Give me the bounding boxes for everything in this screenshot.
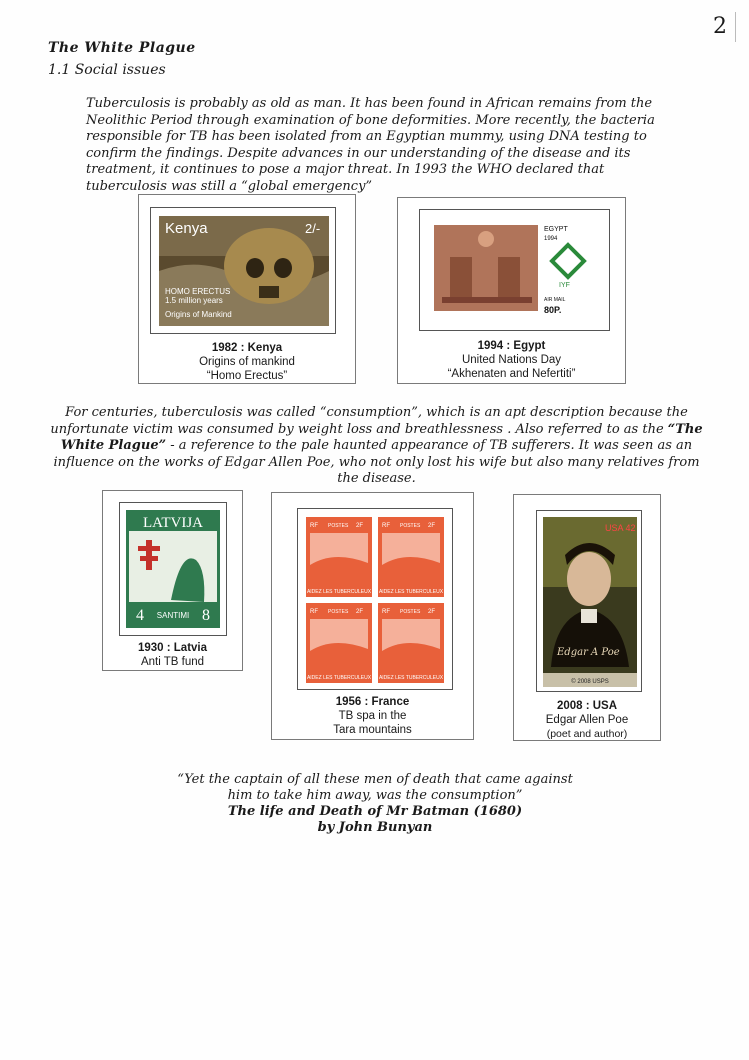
svg-text:2F: 2F [428,523,436,529]
stamp-mount-egypt [419,209,610,331]
caption-line: Tara mountains [333,724,412,736]
svg-text:POSTES: POSTES [328,523,349,529]
france-stamp [378,517,444,597]
svg-text:AIDEZ LES TUBERCULEUX: AIDEZ LES TUBERCULEUX [378,589,444,595]
kenya-country-text: Kenya [165,220,208,237]
stamp-mount-france [297,508,453,690]
quote-source: The life and Death of Mr Batman (1680) [227,804,523,819]
caption-line: TB spa in the [338,710,407,722]
section-heading: 1.1 Social issues [48,62,166,78]
stamp-card-france [271,492,474,740]
caption-line: “Akhenaten and Nefertiti” [447,368,576,380]
stamp-card-usa [513,494,661,741]
caption-france [272,695,473,737]
paragraph-text: - a reference to the pale haunted appearance of TB sufferers. It was seen as an influence on the works of Edgar Allen Poe, who not only lost his wife but also many relatives from the disease. [53,438,700,486]
paragraph-text: For centuries, tuberculosis was called “consumption”, which is an apt description because the unfortunate victim was consumed by weight loss and breathlessness . Also referred to as the [50,405,688,437]
kenya-name3-text: Origins of Mankind [165,310,232,319]
svg-text:RF: RF [310,609,318,615]
caption-usa [514,699,660,741]
stamp-mount-kenya [150,207,336,334]
caption-latvia [103,641,242,669]
egypt-iyf-text: IYF [559,282,570,289]
quote-line: him to take him away, was the consumption” [227,788,523,803]
bunyan-quote [130,772,620,836]
svg-text:AIDEZ LES TUBERCULEUX: AIDEZ LES TUBERCULEUX [306,675,372,681]
svg-text:AIDEZ LES TUBERCULEUX: AIDEZ LES TUBERCULEUX [306,589,372,595]
france-stamp-block [304,515,448,685]
usa-copyright-text: © 2008 USPS [571,679,609,685]
page-number: 2 [713,14,727,39]
svg-text:POSTES: POSTES [400,523,421,529]
stamp-mount-latvia [119,502,227,636]
caption-kenya [139,341,355,383]
caption-line: “Homo Erectus” [206,370,288,382]
quote-author: by John Bunyan [317,820,433,835]
latvia-currency: SANTIMI [156,611,190,620]
egypt-stamp-image [428,217,603,325]
caption-line: Edgar Allen Poe [545,714,629,726]
egypt-year-text: 1994 [544,236,558,242]
kenya-name2-text: 1.5 million years [165,296,223,305]
svg-text:2F: 2F [356,609,364,615]
page-title: The White Plague [48,40,196,56]
france-stamp [306,517,372,597]
kenya-stamp-image [159,216,329,326]
france-stamp [378,603,444,683]
caption-year-country: 1982 : Kenya [211,342,283,354]
latvia-stamp-image [126,510,220,628]
caption-year-country: 2008 : USA [556,700,618,712]
usa-value-text: USA 42 [605,523,636,533]
france-stamp [306,603,372,683]
quote-line: “Yet the captain of all these men of death that came against [177,772,573,787]
stamp-mount-usa [536,510,642,692]
white-plague-emphasis: “The White Plague” [60,421,703,453]
stamp-card-latvia [102,490,243,671]
consumption-paragraph [44,405,709,488]
caption-year-country: 1956 : France [335,696,410,708]
svg-text:2F: 2F [356,523,364,529]
svg-text:RF: RF [310,523,318,529]
caption-egypt [398,339,625,381]
caption-line: Origins of mankind [199,356,295,368]
caption-line: United Nations Day [461,354,562,366]
intro-paragraph: Tuberculosis is probably as old as man. It has been found in African remains from the Neolithic Period through examination of bone deformities. More recently, the bacteria responsible for TB has been isolated from an Egyptian mummy, using DNA testing to confirm the findings. Despite advances in our understanding of the disease and its treatment, it continues to pose a major threat. In 1993 the WHO declared that tuberculosis was still a “global emergency” [86,96,655,194]
svg-text:RF: RF [382,523,390,529]
kenya-name1-text: HOMO ERECTUS [165,287,231,296]
svg-text:RF: RF [382,609,390,615]
egypt-value-text: 80P. [544,305,562,315]
usa-signature-text: Edgar A Poe [557,647,620,658]
svg-text:2F: 2F [428,609,436,615]
svg-text:POSTES: POSTES [328,609,349,615]
latvia-value-right: 8 [202,607,210,624]
egypt-country-text: EGYPT [544,226,568,233]
latvia-country-text: LATVIJA [143,515,203,531]
svg-text:POSTES: POSTES [400,609,421,615]
kenya-value-text: 2/- [305,221,321,236]
page-edge-line [735,12,736,42]
caption-line: Anti TB fund [140,656,205,668]
caption-year-country: 1994 : Egypt [477,340,546,352]
caption-year-country: 1930 : Latvia [137,642,208,654]
stamp-card-egypt [397,197,626,384]
latvia-value-left: 4 [136,607,144,624]
egypt-airmail-text: AIR MAIL [544,297,566,303]
caption-line: (poet and author) [546,728,628,740]
stamp-card-kenya [138,194,356,384]
svg-text:AIDEZ LES TUBERCULEUX: AIDEZ LES TUBERCULEUX [378,675,444,681]
usa-stamp-image [543,517,637,687]
